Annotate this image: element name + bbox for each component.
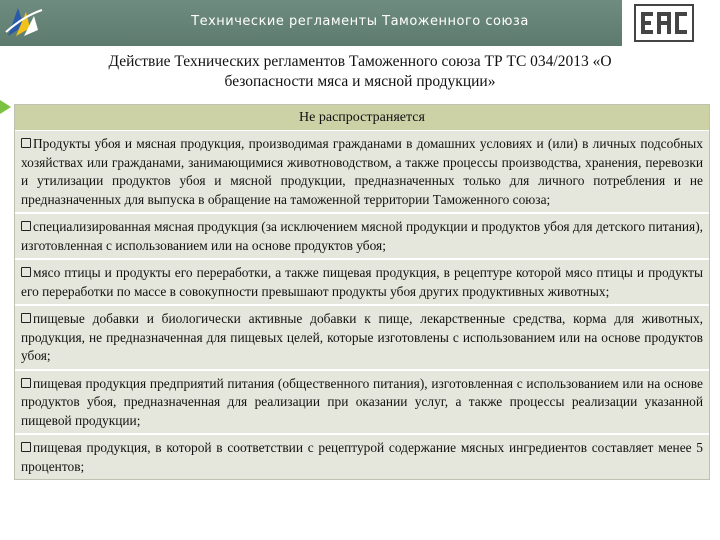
checkbox-bullet-icon — [21, 442, 31, 452]
table-row — [15, 371, 709, 436]
checkbox-bullet-icon — [21, 378, 31, 388]
eac-conformity-mark-icon — [634, 4, 694, 42]
table-row — [15, 435, 709, 479]
document-title-line-1: Действие Технических регламентов Таможенного союза ТР ТС 034/2013 «О — [108, 53, 612, 70]
checkbox-bullet-icon — [21, 138, 31, 148]
scope-exclusions-table — [14, 104, 710, 480]
row-text: Продукты убоя и мясная продукция, производимая гражданами в домашних условиях и (или) в личных подсобных хозяйствах или гражданами, занимающимися животноводством, а также процессы производства, хранения, перевозки и утилизации продуктов убоя и мясной продукции, предназначенных только для личного потребления и не предназначенных для выпуска в обращение на таможенной территории Таможенного союза; — [21, 136, 703, 207]
accent-arrow-icon — [0, 100, 11, 114]
table-row — [15, 214, 709, 260]
checkbox-bullet-icon — [21, 267, 31, 277]
checkbox-bullet-icon — [21, 221, 31, 231]
header-title: Технические регламенты Таможенного союза — [191, 14, 529, 29]
row-text: пищевая продукция, в которой в соответствии с рецептурой содержание мясных ингредиентов составляет менее 5 процентов; — [21, 440, 703, 474]
eac-mark-box — [622, 0, 720, 46]
row-text: специализированная мясная продукция (за исключением мясной продукции и продуктов убоя для детского питания), изготовленная с использованием или на основе продуктов убоя; — [21, 219, 703, 253]
checkbox-bullet-icon — [21, 313, 31, 323]
row-text: мясо птицы и продукты его переработки, а также пищевая продукция, в рецептуре которой мясо птицы и продукты его переработки по массе в совокупности превышают продукты убоя других продуктивных животных; — [21, 265, 703, 299]
table-row — [15, 306, 709, 371]
document-title-line-2: безопасности мяса и мясной продукции» — [224, 73, 496, 90]
table-header: Не распространяется — [15, 105, 709, 131]
row-text: пищевые добавки и биологически активные добавки к пище, лекарственные средства, корма для животных, продукция, не предназначенная для пищевых целей, которые изготовлены с использованием или на основе продуктов убоя; — [21, 311, 703, 363]
header-bar — [0, 0, 720, 46]
table-row — [15, 131, 709, 214]
document-title — [14, 52, 706, 92]
row-text: пищевая продукция предприятий питания (общественного питания), изготовленная с использованием или на основе продуктов убоя, предназначенная для реализации при оказании услуг, а также процессы реализации указанной пищевой продукции; — [21, 375, 703, 428]
table-row — [15, 260, 709, 306]
organization-logo-icon — [4, 2, 44, 42]
